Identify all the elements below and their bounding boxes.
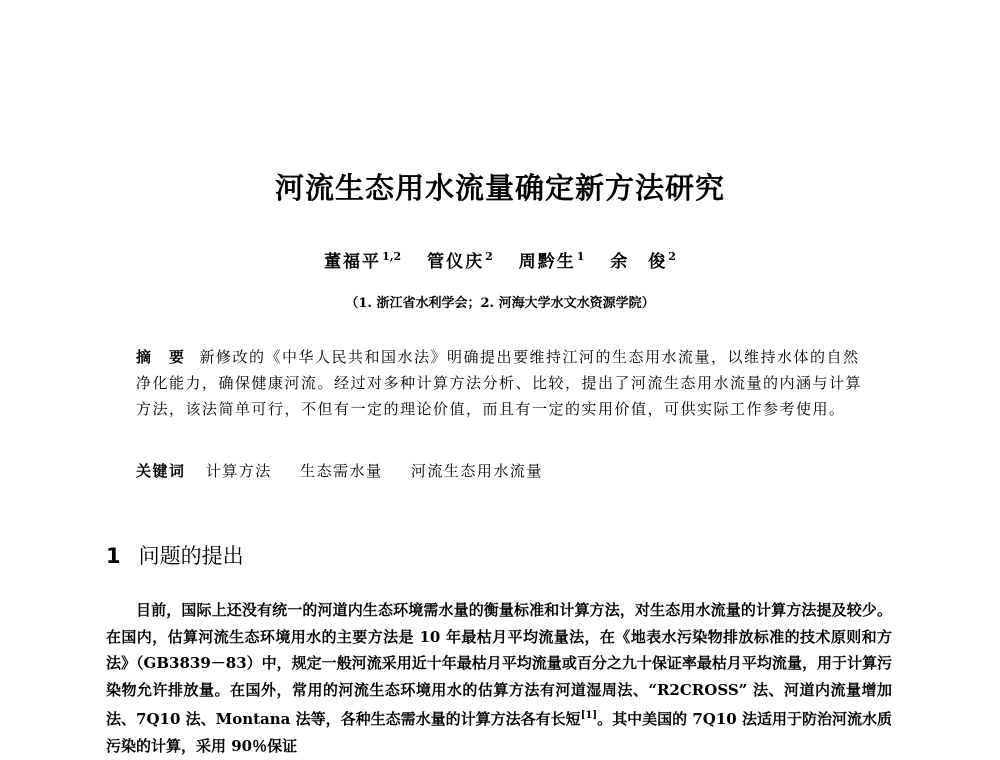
abstract-block [136,344,862,422]
section-heading [106,540,244,570]
author-affiliation-mark: 2 [485,250,493,264]
author-name: 余 俊 [610,252,668,272]
body-paragraph [106,597,892,759]
keyword-item: 河流生态用水流量 [410,462,543,480]
author-affiliation-mark: 1,2 [382,250,402,264]
body-text-part: 。其中美国的 7Q10 法适用于防治河流水质污染的计算，采用 90％保证 [106,710,892,755]
body-text-part: 目前，国际上还没有统一的河道内生态环境需水量的衡量标准和计算方法，对生态用水流量的计算方法提及较少。在国内，估算河流生态环境用水的主要方法是 10 年最枯月平均流量法，在《地表水污染物排放标准的技术原则和方法》（GB3839－83）中，规定一般河流采用近十年最枯月平均流量或百分之九十保证率最枯月平均流量，用于计算污染物允许排放量。在国外，常用的河流生态环境用水的估算方法有河道湿周法、“R2CROSS” 法、河道内流量增加法、7Q10 法、Montana 法等，各种生态需水量的计算方法各有长短 [106,601,892,728]
citation-reference: [1] [580,710,598,721]
author-2 [427,247,493,272]
author-3 [519,247,585,272]
keyword-item: 计算方法 [205,462,272,480]
affiliation-line: （1. 浙江省水利学会；2. 河海大学水文水资源学院） [345,296,655,311]
author-affiliation-mark: 2 [668,250,676,264]
section-number: 1 [106,544,121,568]
author-1 [324,247,401,272]
keyword-item: 生态需水量 [300,462,383,480]
body-text [106,597,892,759]
author-4 [610,247,676,272]
author-name: 周黔生 [518,252,576,272]
author-affiliation-mark: 1 [576,250,585,264]
author-list [0,247,1000,272]
author-name: 董福平 [324,252,382,272]
author-name: 管仪庆 [427,252,485,272]
abstract-text: 新修改的《中华人民共和国水法》明确提出要维持江河的生态用水流量，以维持水体的自然净化能力，确保健康河流。经过对多种计算方法分析、比较，提出了河流生态用水流量的内涵与计算方法，该法简单可行，不但有一定的理论价值，而且有一定的实用价值，可供实际工作参考使用。 [136,348,863,418]
paper-title: 河流生态用水流量确定新方法研究 [274,171,725,205]
keywords-block [136,458,862,484]
section-title: 问题的提出 [138,544,244,568]
abstract-label: 摘 要 [136,348,186,366]
keywords-label: 关键词 [136,462,186,480]
